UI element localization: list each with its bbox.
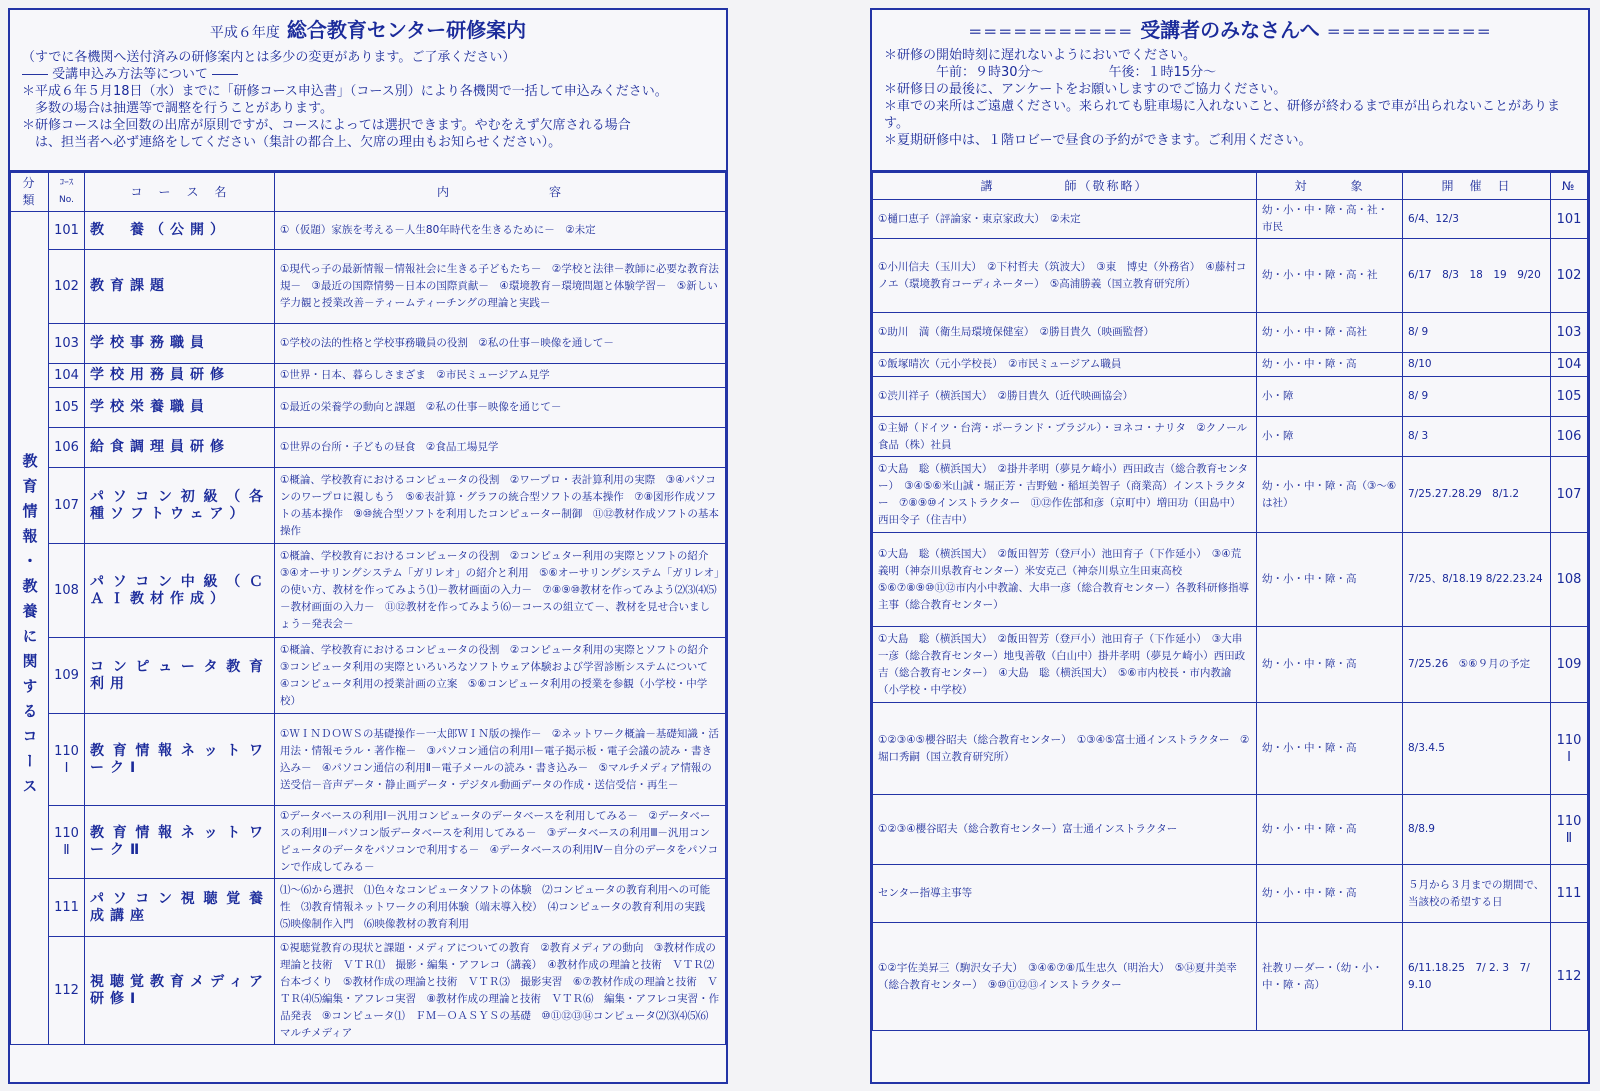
table-row (11, 428, 726, 468)
header-lecturer: 講 師（敬称略） (873, 173, 1257, 200)
lecturer-cell: ①飯塚晴次（元小学校長） ②市民ミュージアム職員 (873, 353, 1257, 377)
no-cell: 103 (1551, 313, 1588, 353)
date-cell: 8/3.4.5 (1403, 703, 1551, 795)
table-row (11, 544, 726, 638)
course-name: 給食調理員研修 (85, 428, 275, 468)
lecturer-cell: ①②宇佐美昇三（駒沢女子大） ③④⑥⑦⑧瓜生忠久（明治大） ⑤⑭夏井美幸（総合教育センター） ⑨⑩⑪⑫⑬インストラクター (873, 923, 1257, 1031)
lecturer-cell: ①②③④⑤櫻谷昭夫（総合教育センター） ①③④⑤富士通インストラクター ②堀口秀嗣（国立教育研究所） (873, 703, 1257, 795)
date-cell: 7/25.27.28.29 8/1.2 (1403, 457, 1551, 533)
course-no: 109 (49, 638, 85, 714)
lecturer-cell: ①大島 聡（横浜国大） ②飯田智芳（登戸小）池田育子（下作延小） ③大串一彦（総合教育センター）地曳善敬（白山中）掛井孝明（夢見ケ崎小）西田政吉（総合教育センター） ④大島 聡（横浜国大） ⑤⑥市内校長・市内教諭（小学校・中学校） (873, 627, 1257, 703)
table-row (11, 468, 726, 544)
target-cell: 幼・小・中・障・高（③～⑥は社） (1257, 457, 1403, 533)
table-header (11, 173, 726, 212)
table-row (873, 703, 1588, 795)
course-content: ①視聴覚教育の現状と課題・メディアについての教育 ②教育メディアの動向 ③教材作成の理論と技術 ＶＴＲ⑴ 撮影・編集・アフレコ（講義） ④教材作成の理論と技術 ＶＴＲ⑵ 台本づくり ⑤教材作成の理論と技術 ＶＴＲ⑶ 撮影実習 ⑥⑦教材作成の理論と技術 ＶＴＲ⑷⑸編集・アフレコ実習 ⑧教材作成の理論と技術 ＶＴＲ⑹ 編集・アフレコ実習・作品発表 ⑨コンピュータ⑴ ＦＭ－ＯＡＳＹＳの基礎 ⑩⑪⑫⑬⑭コンピュータ⑵⑶⑷⑸⑹ マルチメディア (275, 937, 726, 1045)
date-cell: 8/8.9 (1403, 795, 1551, 865)
title-rule-right: ＝＝＝＝＝＝＝＝＝＝＝ (1326, 25, 1492, 41)
no-cell: 108 (1551, 533, 1588, 627)
course-no: 106 (49, 428, 85, 468)
course-content: ⑴～⑹から選択 ⑴色々なコンピュータソフトの体験 ⑵コンピュータの教育利用への可能性 ⑶教育情報ネットワークの利用体験（端末導入校） ⑷コンピュータの教育利用の実践 ⑸映像制作入門 ⑹映像教材の教育利用 (275, 879, 726, 937)
lecturer-cell: ①助川 満（衛生局環境保健室） ②勝目貴久（映画監督） (873, 313, 1257, 353)
note-line: ＊研修日の最後に、アンケートをお願いしますのでご協力ください。 (884, 82, 1287, 97)
category-cell: 教育情報・教養に関するコース (11, 212, 49, 1045)
target-cell: 幼・小・中・障・高 (1257, 795, 1403, 865)
note-line: ＊研修の開始時刻に遅れないようにおいでください。 (884, 48, 1197, 63)
date-cell: 8/ 9 (1403, 313, 1551, 353)
table-row (11, 250, 726, 324)
course-name: パソコン中級（ＣＡＩ教材作成） (85, 544, 275, 638)
course-name: パソコン初級（各種ソフトウェア） (85, 468, 275, 544)
lecturer-cell: センター指導主事等 (873, 865, 1257, 923)
table-row (873, 865, 1588, 923)
table-row (11, 638, 726, 714)
table-row (873, 533, 1588, 627)
course-name: 教育情報ネットワークⅡ (85, 806, 275, 879)
table-row (873, 795, 1588, 865)
lecturer-cell: ①渋川祥子（横浜国大） ②勝目貴久（近代映画協会） (873, 377, 1257, 417)
course-no: 101 (49, 212, 85, 250)
table-row (11, 324, 726, 364)
note-line: ＊研修コースは全回数の出席が原則ですが、コースによっては選択できます。やむをえず欠席される場合 (22, 118, 631, 133)
date-cell: 7/25.26 ⑤⑥９月の予定 (1403, 627, 1551, 703)
lecturer-cell: ①樋口恵子（評論家・東京家政大） ②未定 (873, 200, 1257, 239)
no-cell: 101 (1551, 200, 1588, 239)
course-content: ①ＷＩＮＤＯＷＳの基礎操作－一太郎ＷＩＮ版の操作－ ②ネットワーク概論－基礎知識・活用法・情報モラル・著作権－ ③パソコン通信の利用Ⅰ－電子掲示板・電子会議の読み・書き込み－ ④パソコン通信の利用Ⅱ－電子メールの読み・書き込み－ ⑤マルチメディア情報の送受信－音声データ・静止画データ・デジタル動画データの作成・送信受信・再生－ (275, 714, 726, 806)
table-row (11, 388, 726, 428)
table-row (11, 879, 726, 937)
header-target: 対 象 (1257, 173, 1403, 200)
date-cell: 8/ 9 (1403, 377, 1551, 417)
date-cell: 8/ 3 (1403, 417, 1551, 457)
lecturer-cell: ①大島 聡（横浜国大） ②飯田智芳（登戸小）池田育子（下作延小） ③④荒 義明（神奈川県教育センター）米安克己（神奈川県立生田東高校 ⑤⑥⑦⑧⑨⑩⑪⑫市内小中教諭、大串一彦（総合教育センター）各教科研修指導主事（総合教育センター） (873, 533, 1257, 627)
header-course-no: ｺｰｽNo. (49, 173, 85, 212)
header-content: 内 容 (275, 173, 726, 212)
note-line: 多数の場合は抽選等で調整を行うことがあります。 (22, 101, 333, 116)
no-cell: 112 (1551, 923, 1588, 1031)
table-row (11, 806, 726, 879)
course-name: 教育課題 (85, 250, 275, 324)
course-no: 104 (49, 364, 85, 388)
course-table (10, 172, 726, 1045)
right-page (870, 8, 1590, 1084)
lecturer-cell: ①主婦（ドイツ・台湾・ポーランド・ブラジル）・ヨネコ・ナリタ ②クノール食品（株）社員 (873, 417, 1257, 457)
course-name: 学校栄養職員 (85, 388, 275, 428)
course-content: ①概論、学校教育におけるコンピュータの役割 ②ワープロ・表計算利用の実際 ③④パソコンのワープロに親しもう ⑤⑥表計算・グラフの統合型ソフトの基本操作 ⑦⑧図形作成ソフトの基本操作 ⑨⑩統合型ソフトを利用したコンピューター制御 ⑪⑫教材作成ソフトの基本操作 (275, 468, 726, 544)
target-cell: 幼・小・中・障・高 (1257, 627, 1403, 703)
date-cell: 6/11.18.25 7/ 2. 3 7/ 9.10 (1403, 923, 1551, 1031)
table-row (873, 417, 1588, 457)
no-cell: 102 (1551, 239, 1588, 313)
right-title (884, 16, 1576, 47)
table-header (873, 173, 1588, 200)
no-cell: 105 (1551, 377, 1588, 417)
course-no: 105 (49, 388, 85, 428)
note-line: ＊車での来所はご遠慮ください。来られても駐車場に入れないこと、研修が終わるまで車が出られないことがあります。 (884, 99, 1561, 131)
table-row (873, 353, 1588, 377)
course-no: 110 Ⅱ (49, 806, 85, 879)
date-cell: 6/17 8/3 18 19 9/20 (1403, 239, 1551, 313)
target-cell: 幼・小・中・障・高社 (1257, 313, 1403, 353)
course-no: 107 (49, 468, 85, 544)
table-row (873, 377, 1588, 417)
lecturer-cell: ①小川信夫（玉川大） ②下村哲夫（筑波大） ③東 博史（外務省） ④藤村コノエ（環境教育コーディネーター） ⑤高浦勝義（国立教育研究所） (873, 239, 1257, 313)
date-cell: 8/10 (1403, 353, 1551, 377)
date-cell: 6/4、12/3 (1403, 200, 1551, 239)
lecturer-table (872, 172, 1588, 1031)
lecturer-cell: ①②③④櫻谷昭夫（総合教育センター）富士通インストラクター (873, 795, 1257, 865)
course-name: 教育情報ネットワークⅠ (85, 714, 275, 806)
course-no: 102 (49, 250, 85, 324)
no-cell: 110 Ⅱ (1551, 795, 1588, 865)
course-content: ①世界の台所・子どもの昼食 ②食品工場見学 (275, 428, 726, 468)
table-row (873, 239, 1588, 313)
date-cell: ５月から３月までの期間で、当該校の希望する日 (1403, 865, 1551, 923)
no-cell: 107 (1551, 457, 1588, 533)
table-row (873, 200, 1588, 239)
right-header (872, 10, 1588, 172)
no-cell: 104 (1551, 353, 1588, 377)
left-page (8, 8, 728, 1084)
table-row (873, 457, 1588, 533)
course-name: コンピュータ教育利用 (85, 638, 275, 714)
left-header (10, 10, 726, 172)
course-name: 教 養（公開） (85, 212, 275, 250)
course-no: 112 (49, 937, 85, 1045)
target-cell: 小・障 (1257, 377, 1403, 417)
course-no: 110 Ⅰ (49, 714, 85, 806)
page-title (22, 16, 714, 47)
title-year: 平成６年度 (209, 25, 280, 41)
target-cell: 幼・小・中・障・高 (1257, 353, 1403, 377)
note-line: ＊平成６年５月18日（水）までに「研修コース申込書」（コース別）により各機関で一括して申込みください。 (22, 84, 668, 99)
no-cell: 111 (1551, 865, 1588, 923)
course-name: 学校事務職員 (85, 324, 275, 364)
table-row (11, 714, 726, 806)
note-line: ＊夏期研修中は、１階ロビーで昼食の予約ができます。ご利用ください。 (884, 133, 1312, 148)
course-content: ①学校の法的性格と学校事務職員の役割 ②私の仕事－映像を通して－ (275, 324, 726, 364)
course-content: ①最近の栄養学の動向と課題 ②私の仕事－映像を通じて－ (275, 388, 726, 428)
course-name: パソコン視聴覚養成講座 (85, 879, 275, 937)
course-content: ①概論、学校教育におけるコンピュータの役割 ②コンピュター利用の実際とソフトの紹介 ③④オーサリングシステム「ガリレオ」の紹介と利用 ⑤⑥オーサリングシステム「ガリレオ」の使い方、教材を作ってみよう⑴－教材画面の入力－ ⑦⑧⑨⑩教材を作ってみよう⑵⑶⑷⑸－教材画面の入力－ ⑪⑫教材を作ってみよう⑹－コースの組立て－、教材を見せ合いましょう－発表会－ (275, 544, 726, 638)
no-cell: 109 (1551, 627, 1588, 703)
table-row (873, 627, 1588, 703)
note-line: 午前：９時30分～ 午後：１時15分～ (884, 65, 1217, 80)
table-row (11, 364, 726, 388)
course-no: 108 (49, 544, 85, 638)
course-name: 学校用務員研修 (85, 364, 275, 388)
table-row (11, 937, 726, 1045)
table-row (873, 923, 1588, 1031)
no-cell: 106 (1551, 417, 1588, 457)
course-content: ①データベースの利用Ⅰ－汎用コンピュータのデータベースを利用してみる－ ②データベースの利用Ⅱ－パソコン版データベースを利用してみる－ ③データベースの利用Ⅲ－汎用コンピュータのデータをパソコンで利用する－ ④データベースの利用Ⅳ－自分のデータをパソコンで作成してみる－ (275, 806, 726, 879)
course-no: 103 (49, 324, 85, 364)
header-date: 開 催 日 (1403, 173, 1551, 200)
target-cell: 幼・小・中・障・高 (1257, 533, 1403, 627)
header-no: № (1551, 173, 1588, 200)
title-rule-left: ＝＝＝＝＝＝＝＝＝＝＝ (968, 25, 1134, 41)
header-category: 分類 (11, 173, 49, 212)
title-main: 総合教育センター研修案内 (286, 18, 527, 42)
course-content: ①現代っ子の最新情報－情報社会に生きる子どもたち－ ②学校と法律－教師に必要な教育法規－ ③最近の国際情勢－日本の国際貢献－ ④環境教育－環境問題と体験学習－ ⑤新しい学力観と授業改善－ティームティーチングの理論と実践－ (275, 250, 726, 324)
note-line: は、担当者へ必ず連絡をしてください（集計の都合上、欠席の理由もお知らせください）。 (22, 135, 562, 150)
target-cell: 幼・小・中・障・高・社・市民 (1257, 200, 1403, 239)
lecturer-cell: ①大島 聡（横浜国大） ②掛井孝明（夢見ケ崎小）西田政吉（総合教育センター） ③④⑤⑥米山誠・堀正芳・吉野勉・稲垣美智子（商業高）インストラクター ⑦⑧⑨⑩インストラクター ⑪⑫作佐部和彦（京町中）増田功（田島中）西田令子（住吉中） (873, 457, 1257, 533)
target-cell: 幼・小・中・障・高 (1257, 703, 1403, 795)
date-cell: 7/25、8/18.19 8/22.23.24 (1403, 533, 1551, 627)
course-content: ①概論、学校教育におけるコンピュータの役割 ②コンピュータ利用の実際とソフトの紹介 ③コンピュータ利用の実際といろいろなソフトウェア体験および学習診断システムについて ④コンピュータ利用の授業計画の立案 ⑤⑥コンピュータ利用の授業を参観（小学校・中学校） (275, 638, 726, 714)
header-course-name: コ ー ス 名 (85, 173, 275, 212)
no-cell: 110 Ⅰ (1551, 703, 1588, 795)
note-line: ―― 受講申込み方法等について ―― (22, 67, 239, 82)
table-row (873, 313, 1588, 353)
target-cell: 社教リーダー・（幼・小・中・障・高） (1257, 923, 1403, 1031)
table-row (11, 212, 726, 250)
target-cell: 幼・小・中・障・高・社 (1257, 239, 1403, 313)
course-name: 視聴覚教育メディア研修Ⅰ (85, 937, 275, 1045)
target-cell: 小・障 (1257, 417, 1403, 457)
target-cell: 幼・小・中・障・高 (1257, 865, 1403, 923)
title-text: 受講者のみなさんへ (1140, 18, 1320, 42)
course-content: ①（仮題）家族を考える－人生80年時代を生きるために－ ②未定 (275, 212, 726, 250)
note-line: （すでに各機関へ送付済みの研修案内とは多少の変更があります。ご了承ください） (22, 50, 516, 65)
course-no: 111 (49, 879, 85, 937)
course-content: ①世界・日本、暮らしさまざま ②市民ミュージアム見学 (275, 364, 726, 388)
